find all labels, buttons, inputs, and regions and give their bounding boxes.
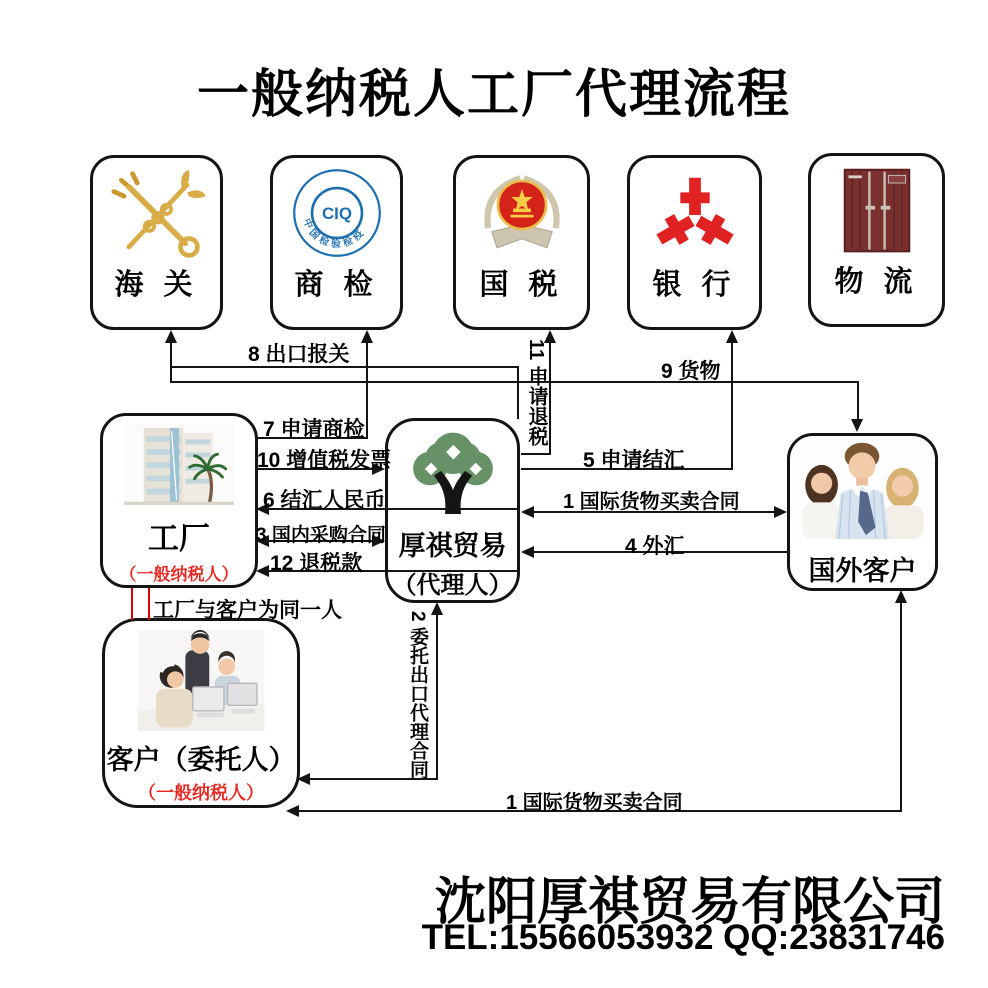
bank-box xyxy=(627,155,762,330)
agent-box xyxy=(385,418,520,603)
flow-5-label: 5 申请结汇 xyxy=(583,449,685,472)
client-office-photo xyxy=(132,630,270,731)
flow-7-label: 7 申请商检 xyxy=(263,418,365,441)
arrow-into-agent-right-1 xyxy=(521,506,534,518)
flow-1b-vertical-line xyxy=(900,602,902,812)
bank-logo-icon xyxy=(643,164,747,262)
logistics-box xyxy=(808,153,945,327)
flow-9-label: 9 货物 xyxy=(661,360,721,383)
client-label: 客户（委托人） xyxy=(106,745,296,775)
flow-11-label: 11 申请退税 xyxy=(525,339,547,446)
contact-info: TEL:15566053932 QQ:23831746 xyxy=(421,918,945,957)
ciq-logo-icon xyxy=(285,164,389,262)
flow-12-label: 12 退税款 xyxy=(270,552,363,575)
flow-2-label: 2 委托出口代理合同 xyxy=(407,611,428,779)
tax-box xyxy=(453,155,590,330)
arrow-into-agent-right-4 xyxy=(521,546,534,558)
factory-sublabel: （一般纳税人） xyxy=(119,565,239,584)
arrow-into-foreign-customer-top xyxy=(851,419,863,432)
ciq-ring-text: 中国检验检疫 xyxy=(300,217,368,251)
flow-5-vertical-line xyxy=(731,343,733,470)
same-person-note: 工厂与客户为同一人 xyxy=(153,599,342,622)
factory-label: 工厂 xyxy=(148,521,210,556)
foreign-customer-photo xyxy=(790,437,935,539)
flow-4-label: 4 外汇 xyxy=(625,535,685,558)
flow-8-vertical-line xyxy=(517,366,519,419)
arrow-into-inspection xyxy=(361,330,373,343)
foreign-customer-box xyxy=(787,433,938,591)
flow-9-line xyxy=(171,381,859,383)
flow-6-label: 6 结汇人民币 xyxy=(263,489,386,512)
customs-key-icon xyxy=(107,168,207,262)
inspection-label: 商 检 xyxy=(294,269,379,301)
arrow-into-foreign-customer-bottom xyxy=(895,590,907,603)
flow-9-vertical-line xyxy=(857,381,859,419)
flow-3-label: 3 国内采购合同 xyxy=(256,525,386,546)
arrow-into-customs xyxy=(165,330,177,343)
same-person-red-line-1 xyxy=(131,588,133,620)
factory-box xyxy=(100,413,258,588)
same-person-red-line-2 xyxy=(148,588,150,620)
page-title: 一般纳税人工厂代理流程 xyxy=(196,66,791,124)
bank-label: 银 行 xyxy=(652,269,737,301)
client-sublabel: （一般纳税人） xyxy=(138,783,264,803)
agent-sublabel: （代理人） xyxy=(392,572,513,599)
arrow-into-agent-bottom xyxy=(431,602,443,615)
factory-building-photo xyxy=(112,423,246,505)
tree-logo-icon xyxy=(395,431,511,514)
arrow-into-foreign-customer-1 xyxy=(774,506,787,518)
customs-label: 海 关 xyxy=(114,269,199,301)
arrow-into-client-1b xyxy=(286,805,299,817)
flow-8-label: 8 出口报关 xyxy=(248,343,350,366)
flow-2-vertical-line xyxy=(436,614,438,780)
ciq-logo-letters: CIQ xyxy=(321,204,352,224)
tax-label: 国 税 xyxy=(479,269,564,301)
company-name: 沈阳厚祺贸易有限公司 xyxy=(434,873,945,930)
logistics-label: 物 流 xyxy=(834,266,919,298)
shipping-container-icon xyxy=(827,164,927,259)
flow-1-label: 1 国际货物买卖合同 xyxy=(563,491,740,513)
client-box xyxy=(102,618,300,808)
arrow-into-factory-12 xyxy=(256,565,269,577)
arrow-into-bank xyxy=(726,330,738,343)
flow-7-vertical-line xyxy=(366,343,368,439)
inspection-box xyxy=(270,155,403,330)
arrow-into-client-2 xyxy=(297,773,310,785)
flow-8-customs-line xyxy=(170,343,172,383)
customs-box xyxy=(90,155,223,330)
flow-10-label: 10 增值税发票 xyxy=(257,449,392,472)
foreign-customer-label: 国外客户 xyxy=(808,556,917,586)
flow-1b-label: 1 国际货物买卖合同 xyxy=(506,792,683,814)
agent-label: 厚祺贸易 xyxy=(398,531,507,561)
tax-emblem-icon xyxy=(467,164,577,262)
